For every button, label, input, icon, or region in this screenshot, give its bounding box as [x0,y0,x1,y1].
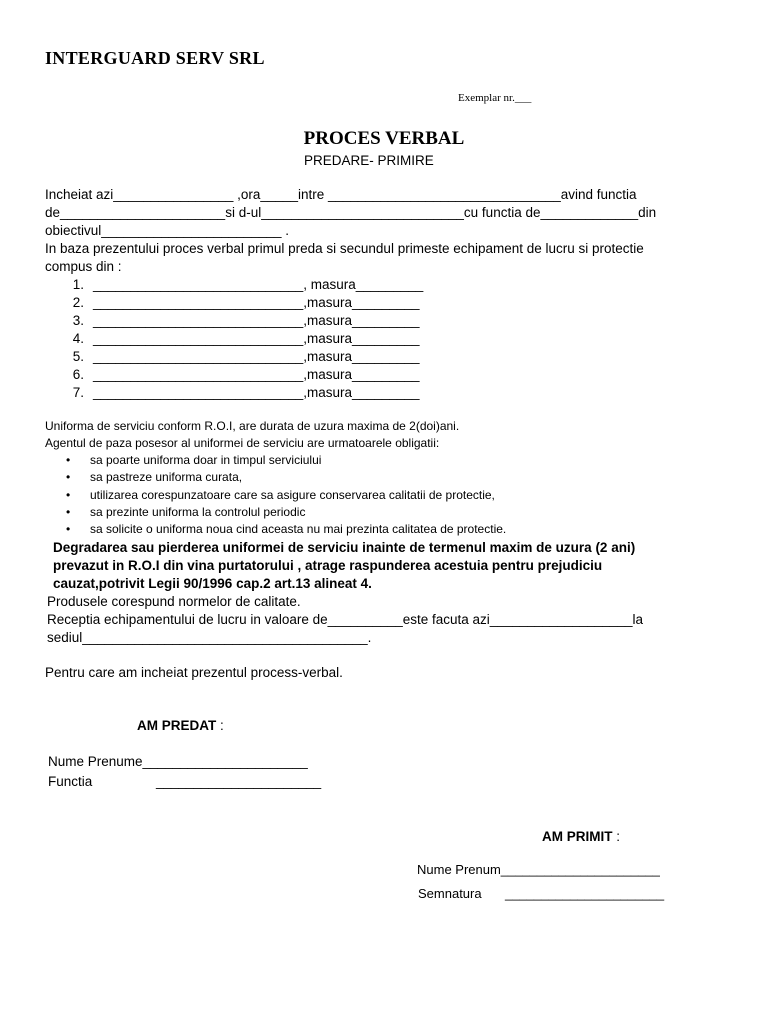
closing-line-2: Receptia echipamentului de lucru in valoare de__________este facuta azi___________________la [47,612,643,627]
predat-heading-text: AM PREDAT [137,718,217,733]
intro-line-4: In baza prezentului proces verbal primul preda si secundul primeste echipament de lucru si protectie [45,241,644,256]
primit-signature-label: Semnatura [418,886,482,901]
bullet-icon: • [66,453,71,467]
list-number: 7. [72,385,84,400]
primit-signature-line: ______________________ [505,886,665,901]
warning-line-2: prevazut in R.O.I din vina purtatorului , atrage raspunderea acestuia pentru prejudiciu [53,558,603,573]
primit-name-field: Nume Prenum______________________ [417,862,660,877]
list-number: 2. [72,295,84,310]
list-number: 6. [72,367,84,382]
list-number: 4. [72,331,84,346]
bullet-icon: • [66,505,71,519]
rule-line-1: Uniforma de serviciu conform R.O.I, are durata de uzura maxima de 2(doi)ani. [45,419,460,433]
document-subtitle: PREDARE- PRIMIRE [304,153,434,168]
closing-line-1: Produsele corespund normelor de calitate. [47,594,301,609]
predat-name-field: Nume Prenume______________________ [48,754,308,769]
list-number: 1. [72,277,84,292]
obligation-item: sa poarte uniforma doar in timpul serviciului [90,453,322,467]
intro-line-3: obiectivul________________________ . [45,223,289,238]
warning-line-1: Degradarea sau pierderea uniformei de serviciu inainte de termenul maxim de uzura (2 ani) [53,540,636,555]
list-item: ____________________________,masura_________ [93,367,420,382]
bullet-icon: • [66,470,71,484]
predat-function-label: Functia [48,774,93,789]
obligation-item: sa solicite o uniforma noua cind aceasta nu mai prezinta calitatea de protectie. [90,522,507,536]
list-item: ____________________________, masura_________ [93,277,424,292]
company-name: INTERGUARD SERV SRL [45,48,265,68]
obligation-item: utilizarea corespunzatoare care sa asigure conservarea calitatii de protectie, [90,488,495,502]
list-item: ____________________________,masura_________ [93,295,420,310]
list-item: ____________________________,masura_________ [93,385,420,400]
bullet-icon: • [66,522,71,536]
primit-heading-text: AM PRIMIT [542,829,613,844]
document-title: PROCES VERBAL [303,128,465,149]
closing-line-3: sediul______________________________________. [47,630,372,645]
intro-line-5: compus din : [45,259,122,274]
rule-line-2: Agentul de paza posesor al uniformei de serviciu are urmatoarele obligatii: [45,436,440,450]
primit-heading [542,829,620,844]
closing-line-4: Pentru care am incheiat prezentul process-verbal. [45,665,343,680]
list-item: ____________________________,masura_________ [93,349,420,364]
intro-line-1: Incheiat azi________________ ,ora_____intre _______________________________avind functia [45,187,637,202]
bullet-icon: • [66,488,71,502]
intro-line-2: de______________________si d-ul___________________________cu functia de_____________din [45,205,657,220]
list-number: 3. [72,313,84,328]
list-item: ____________________________,masura_________ [93,313,420,328]
predat-heading [137,718,224,733]
obligation-item: sa prezinte uniforma la controlul periodic [90,505,306,519]
primit-heading-colon: : [612,829,621,844]
predat-function-line: ______________________ [156,774,322,789]
obligation-item: sa pastreze uniforma curata, [90,470,243,484]
exemplar-number: Exemplar nr.___ [458,92,532,104]
list-item: ____________________________,masura_________ [93,331,420,346]
list-number: 5. [72,349,84,364]
warning-line-3: cauzat,potrivit Legii 90/1996 cap.2 art.13 alineat 4. [53,576,372,591]
predat-heading-colon: : [216,718,224,733]
